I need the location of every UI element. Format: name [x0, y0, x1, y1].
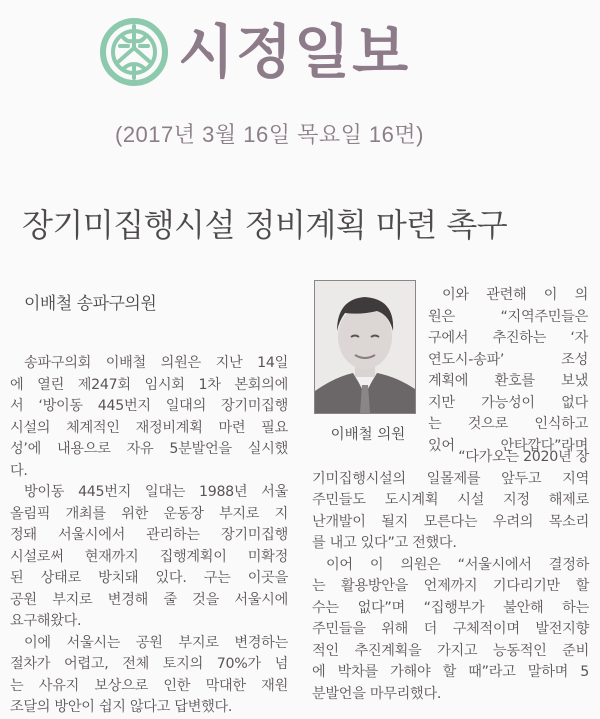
article-headline: 장기미집행시설 정비계획 마련 촉구	[22, 206, 508, 244]
text-line: 이와 관련해 이 의	[442, 287, 588, 303]
text-line: 구에서 추진하는 ‘자	[428, 330, 588, 346]
text-line: 조달의 방안이 쉽지 않다고 답변했다.	[10, 699, 233, 715]
dateline: (2017년 3월 16일 목요일 16면)	[115, 122, 424, 147]
text-line: 서 ‘방이동 445번지 일대의 장기미집행	[10, 398, 288, 414]
text-line: 방이동 445번지 일대는 1988년 서울	[24, 484, 288, 500]
text-line: 다.	[10, 462, 28, 479]
article-left-column	[10, 353, 288, 719]
text-line: 연도시-송파’ 조성	[428, 351, 588, 368]
text-line: 올림픽 개최를 위한 운동장 부지로 지	[10, 505, 288, 522]
text-line: 송파구의회 이배철 의원은 지난 14일	[24, 355, 288, 371]
text-line: 적인 추진계획을 가지고 능동적인 준비	[312, 642, 589, 659]
text-line: 있어 안타깝다”라며	[428, 437, 588, 454]
text-line: 주민들을 위해 더 구체적이며 발전지향	[312, 621, 589, 637]
article-right-column-top	[428, 285, 588, 457]
text-line: 수는 없다”며 “집행부가 불안해 하는	[312, 599, 589, 616]
text-line: 시설로써 현재까지 집행계획이 미확정	[10, 548, 288, 565]
text-line: 분발언을 마무리했다.	[312, 685, 442, 702]
text-line: 주민들도 도시계획 시설 지정 해제로	[312, 492, 589, 508]
text-line: 공원 부지로 변경해 줄 것을 서울시에	[10, 591, 288, 608]
text-line: 절차가 어렵고, 전체 토지의 70%가 넘	[10, 656, 288, 672]
councilor-photo	[314, 280, 416, 414]
text-line: 성’에 내용으로 자유 5분발언을 실시했	[10, 441, 288, 457]
text-line: 에 박차를 가해야 할 때”라고 말하며 5	[312, 664, 589, 680]
text-line: 는 사유지 보상으로 인한 막대한 재원	[10, 677, 288, 694]
text-line: 에 열린 제247회 임시회 1차 본회의에	[10, 376, 288, 393]
text-line: 기미집행시설의 일몰제를 앞두고 지역	[312, 470, 589, 487]
text-line: 는 것으로 인식하고	[428, 416, 588, 432]
text-line: 정돼 서울시에서 관리하는 장기미집행	[10, 527, 288, 543]
text-line: 난개발이 될지 모른다는 우려의 목소리	[312, 513, 589, 530]
portrait-image	[315, 281, 415, 413]
text-line: 를 내고 있다”고 전했다.	[312, 535, 457, 551]
text-line: 시설의 체계적인 재정비계획 마련 필요	[10, 419, 288, 436]
masthead	[100, 12, 410, 92]
text-line: 계획에 환호를 보냈	[428, 373, 588, 389]
text-line: 원은 “지역주민들은	[428, 308, 588, 325]
text-line: 지만 가능성이 없다	[428, 394, 588, 411]
text-line: “다가오는 2020년 장	[458, 449, 589, 465]
article-byline: 이배철 송파구의원	[24, 294, 157, 314]
seoul-city-emblem-icon	[100, 18, 168, 86]
text-line: 는 활용방안을 언제까지 기다리기만 할	[312, 578, 589, 594]
text-line: 된 상태로 방치돼 있다. 구는 이곳을	[10, 570, 288, 586]
article-right-column-bottom	[312, 447, 589, 705]
text-line: 이에 서울시는 공원 부지로 변경하는	[24, 634, 288, 651]
newspaper-name: 시정일보	[178, 18, 411, 86]
photo-caption: 이배철 의원	[330, 427, 406, 443]
text-line: 이어 이 의원은 “서울시에서 결정하	[326, 556, 589, 573]
text-line: 요구해왔다.	[10, 613, 82, 629]
